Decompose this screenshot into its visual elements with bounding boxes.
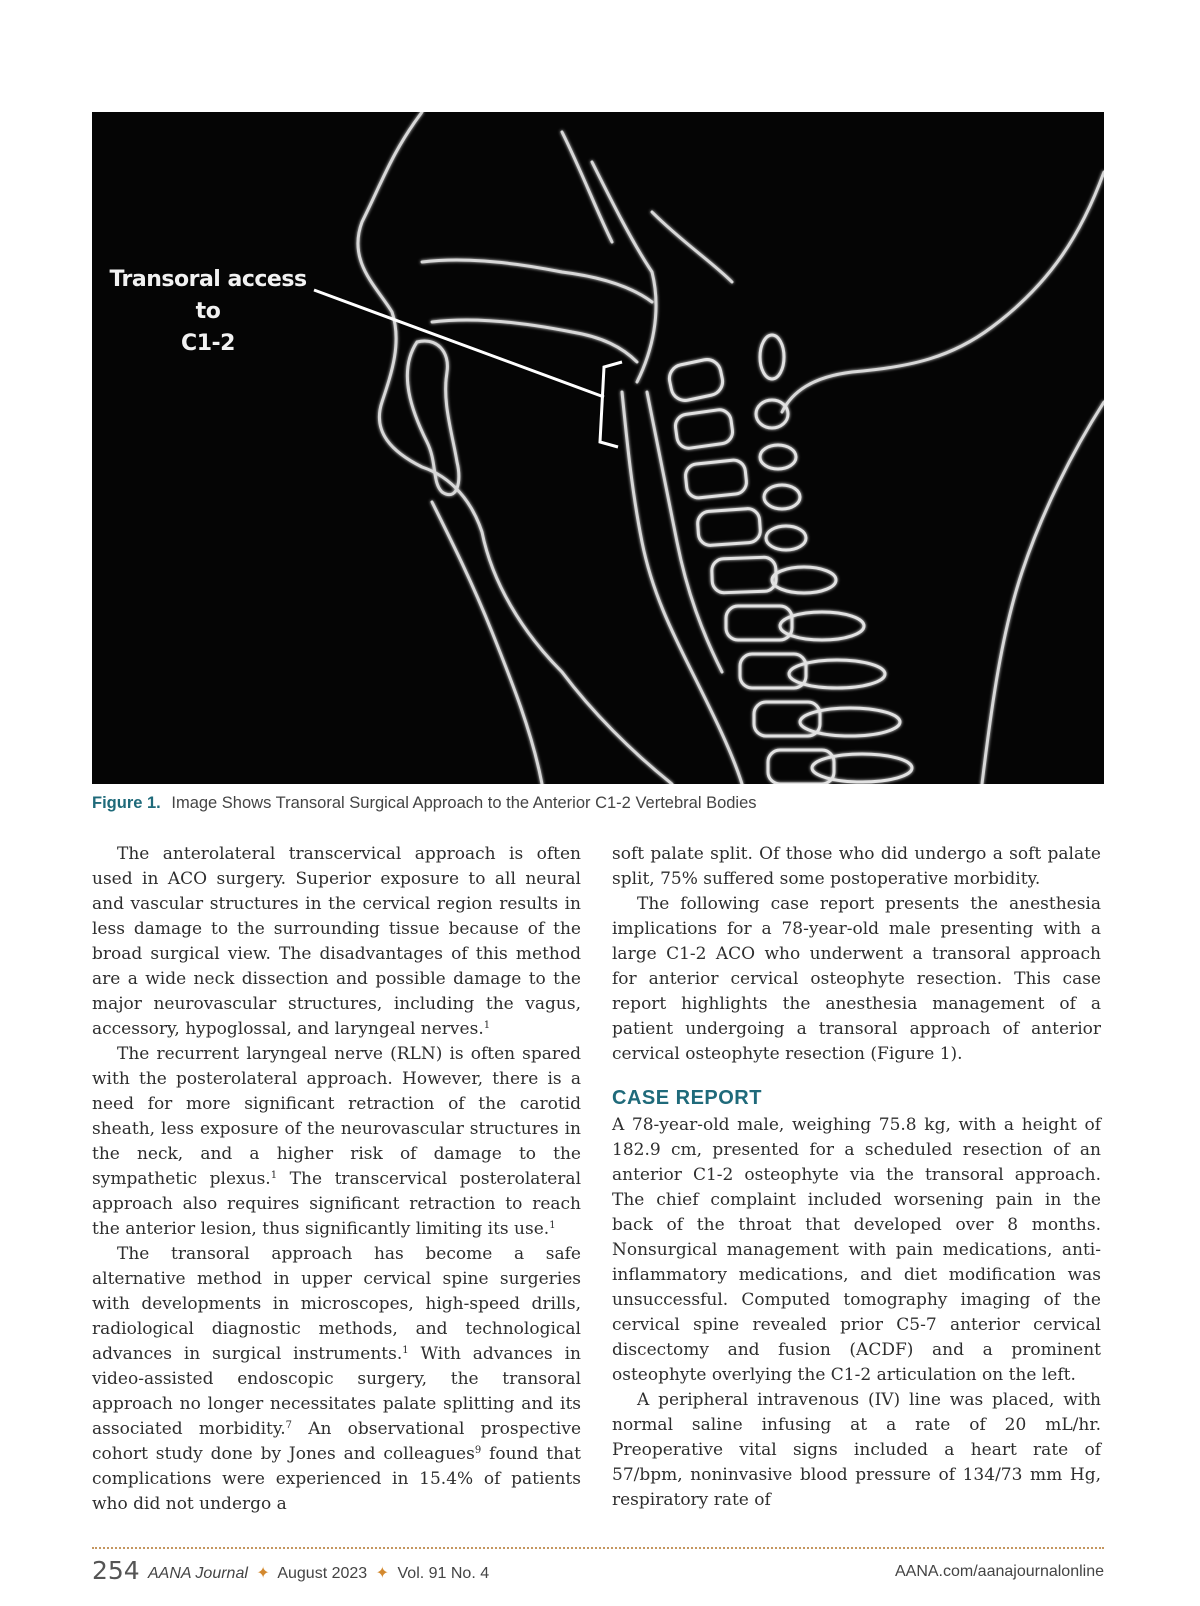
ct-scan-illustration bbox=[92, 112, 1104, 784]
paragraph: The recurrent laryngeal nerve (RLN) is often spared with the posterolateral approach. However, there is a need for more significant retraction of the carotid sheath, less exposure of the neurovascular structures in the neck, and a higher risk of damage to the sympathetic plexus.$^1$ The transcervical posterolateral approach also requires significant retraction to reach the anterior lesion, thus significantly limiting its use.$^1$ bbox=[92, 1044, 581, 1239]
caption-text: Image Shows Transoral Surgical Approach to the Anterior C1-2 Vertebral Bodies bbox=[171, 794, 757, 812]
footer-divider bbox=[92, 1547, 1104, 1549]
figure-annotation bbox=[98, 264, 318, 360]
page-footer bbox=[92, 1556, 1104, 1590]
section-heading: CASE REPORT bbox=[612, 1087, 762, 1109]
right-column bbox=[612, 842, 1101, 1513]
reference-superscript: 1 bbox=[549, 1220, 556, 1231]
journal-website-link[interactable]: AANA.com/aanajournalonline bbox=[894, 1563, 1104, 1580]
issue-date: August 2023 bbox=[277, 1565, 368, 1582]
figure-1-image bbox=[92, 112, 1104, 784]
reference-superscript: 1 bbox=[402, 1345, 409, 1356]
page-number: 254 bbox=[92, 1556, 140, 1585]
paragraph: The following case report presents the anesthesia implications for a 78-year-old male presenting with a large C1-2 ACO who underwent a transoral approach for anterior cervical osteophyte resection. This case report highlights the anesthesia management of a patient undergoing a transoral approach of anterior cervical osteophyte resection (Figure 1). bbox=[612, 894, 1101, 1064]
diamond-icon: ✦ bbox=[256, 1565, 270, 1582]
reference-superscript: 7 bbox=[285, 1420, 292, 1431]
annotation-line-2: C1-2 bbox=[181, 331, 235, 356]
figure-caption bbox=[92, 794, 1104, 813]
reference-superscript: 1 bbox=[270, 1170, 278, 1181]
reference-superscript: 1 bbox=[483, 1020, 491, 1031]
annotation-line-1: Transoral access to bbox=[109, 267, 307, 324]
volume-number: Vol. 91 No. 4 bbox=[397, 1565, 490, 1582]
caption-label: Figure 1. bbox=[92, 794, 161, 812]
paragraph: A 78-year-old male, weighing 75.8 kg, with a height of 182.9 cm, presented for a scheduled resection of an anterior C1-2 osteophyte via the transoral approach. The chief complaint included worsening pain in the back of the throat that developed over 8 months. Nonsurgical management with pain medications, anti-inflammatory medications, and diet modification was unsuccessful. Computed tomography imaging of the cervical spine revealed prior C5-7 anterior cervical discectomy and fusion (ACDF) and a prominent osteophyte overlying the C1-2 articulation on the left. bbox=[612, 1115, 1101, 1385]
reference-superscript: 9 bbox=[474, 1445, 482, 1456]
left-column bbox=[92, 842, 581, 1517]
journal-info bbox=[148, 1563, 489, 1583]
paragraph: A peripheral intravenous (IV) line was placed, with normal saline infusing at a rate of 20 mL/hr. Preoperative vital signs included a heart rate of 57/bpm, noninvasive blood pressure of 134/73 mm Hg, respiratory rate of bbox=[612, 1390, 1101, 1510]
journal-name: AANA Journal bbox=[148, 1565, 248, 1582]
paragraph: The transoral approach has become a safe alternative method in upper cervical spine surgeries with developments in microscopes, high-speed drills, radiological diagnostic methods, and technological advances in surgical instruments.$^1$ With advances in video-assisted endoscopic surgery, the transoral approach no longer necessitates palate splitting and its associated morbidity.$^7$ An observational prospective cohort study done by Jones and colleagues$^9$ found that complications were experienced in 15.4% of patients who did not undergo a bbox=[92, 1244, 582, 1514]
paragraph: soft palate split. Of those who did undergo a soft palate split, 75% suffered some postoperative morbidity. bbox=[612, 844, 1101, 889]
diamond-icon: ✦ bbox=[375, 1565, 390, 1582]
paragraph: The anterolateral transcervical approach is often used in ACO surgery. Superior exposure to all neural and vascular structures in the cervical region results in less damage to the surrounding tissue because of the broad surgical view. The disadvantages of this method are a wide neck dissection and possible damage to the major neurovascular structures, including the vagus, accessory, hypoglossal, and laryngeal nerves.$^1$ bbox=[92, 844, 581, 1039]
